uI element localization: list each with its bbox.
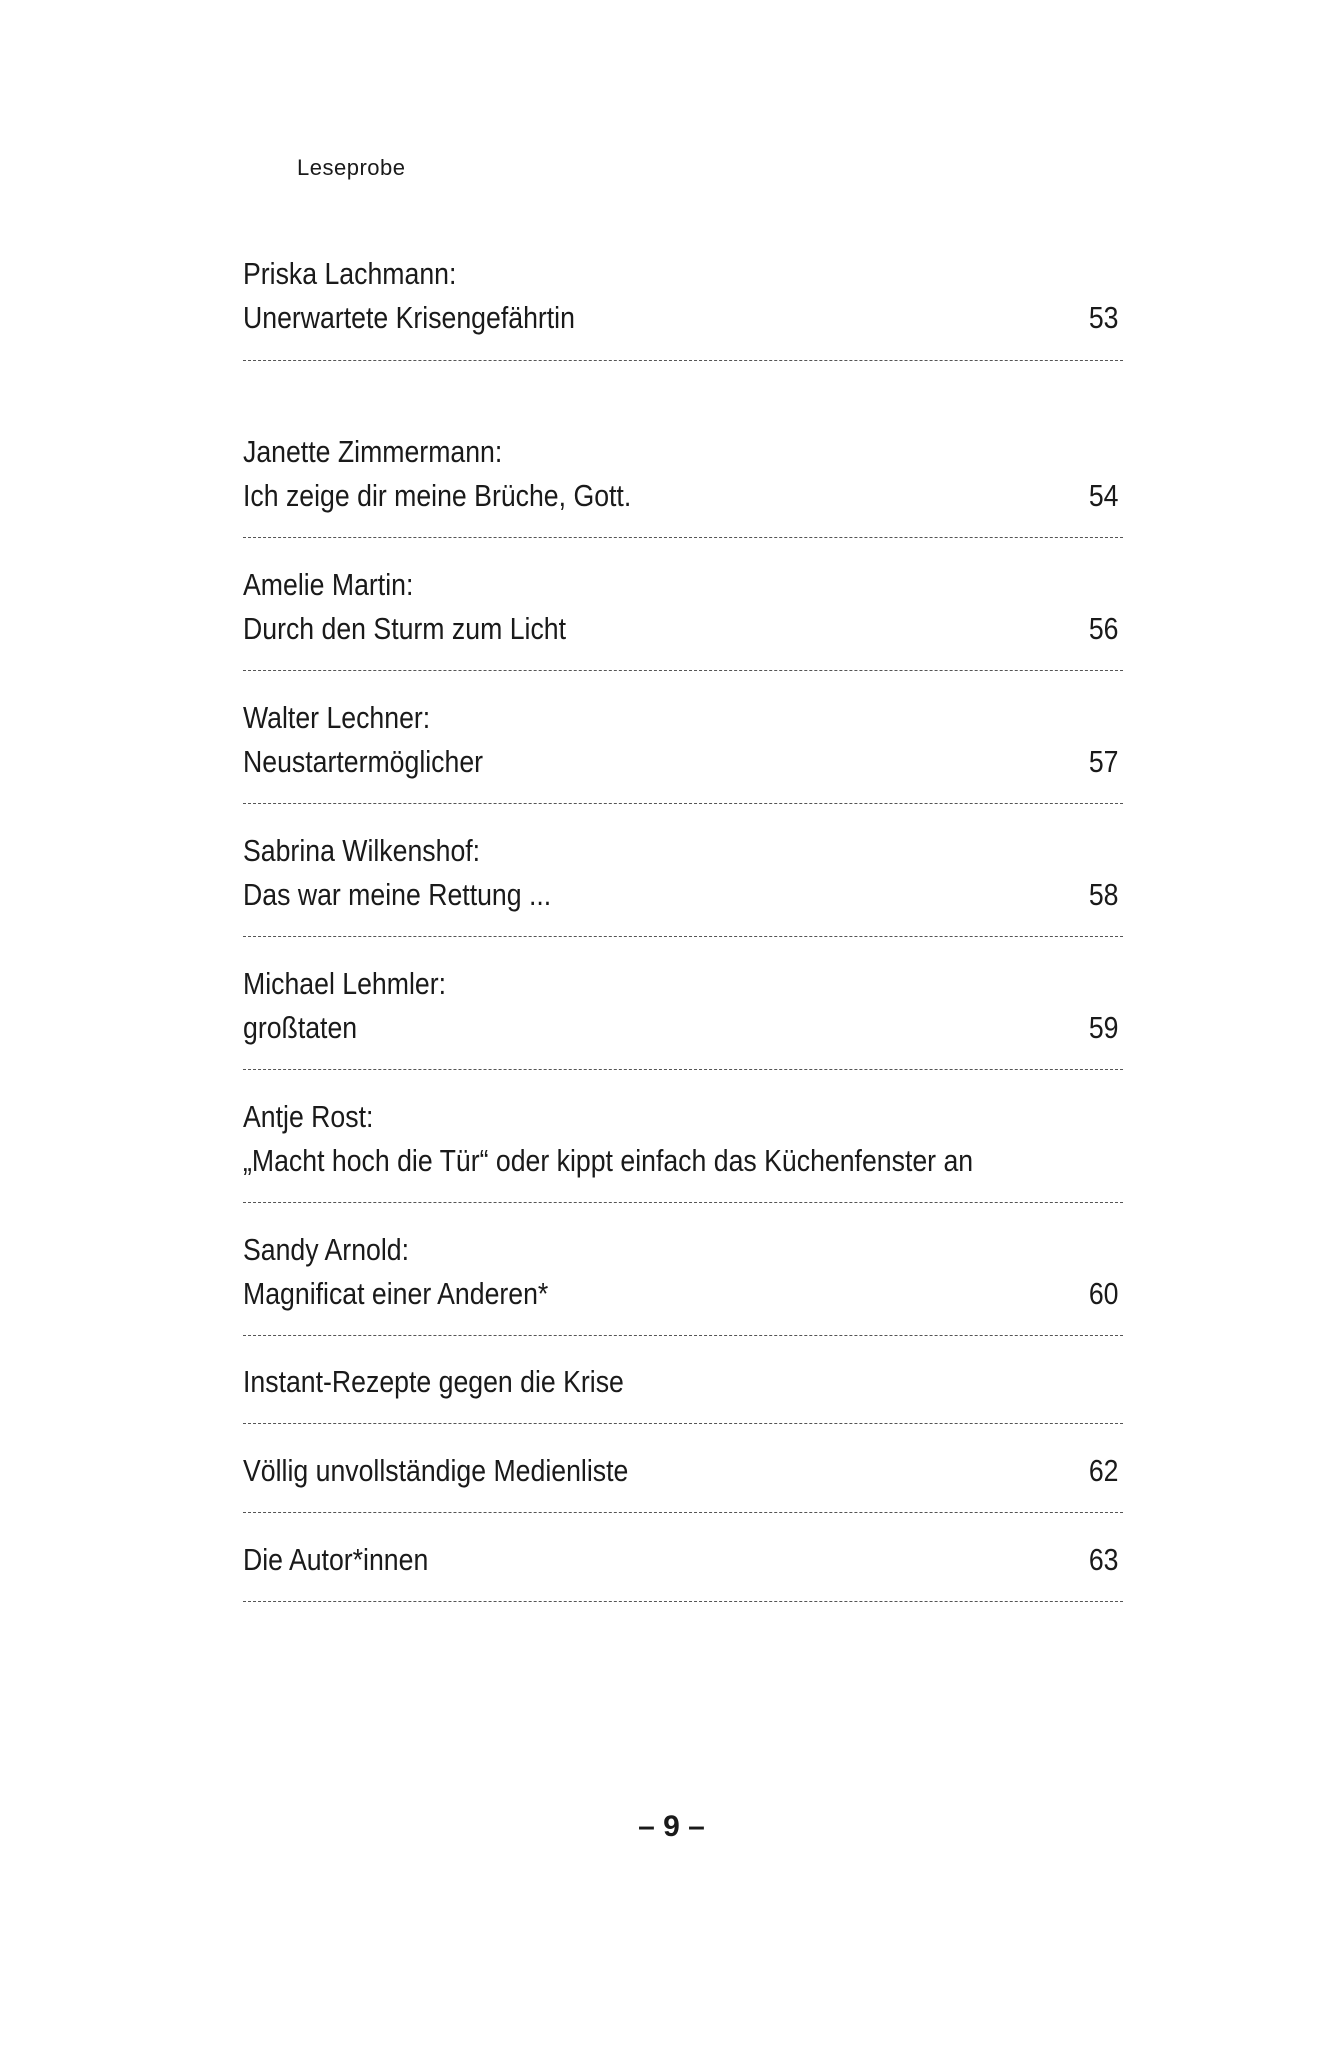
toc-title: Magnificat einer Anderen* — [243, 1276, 549, 1311]
toc-entry[interactable] — [243, 1360, 1123, 1404]
toc-page-number: 58 — [1088, 877, 1118, 912]
toc-page-number: 59 — [1088, 1010, 1118, 1045]
running-header: Leseprobe — [297, 155, 406, 180]
toc-title: Ich zeige dir meine Brüche, Gott. — [243, 478, 632, 513]
toc-page-number: 57 — [1088, 744, 1118, 779]
dashed-separator — [243, 1423, 1123, 1424]
toc-page-number: 53 — [1088, 300, 1118, 335]
toc-entry[interactable] — [243, 1538, 1123, 1582]
toc-author: Amelie Martin: — [243, 567, 414, 602]
toc-title: Unerwartete Krisengefährtin — [243, 300, 575, 335]
toc-title: großtaten — [243, 1010, 358, 1045]
toc-author: Priska Lachmann: — [243, 256, 457, 291]
toc-entry[interactable] — [243, 1228, 1123, 1316]
toc-author: Sabrina Wilkenshof: — [243, 833, 481, 868]
dashed-separator — [243, 670, 1123, 671]
toc-entry[interactable] — [243, 563, 1123, 651]
dashed-separator — [243, 1601, 1123, 1602]
dashed-separator — [243, 537, 1123, 538]
dashed-separator — [243, 360, 1123, 361]
toc-title: Das war meine Rettung ... — [243, 877, 552, 912]
toc-author: Antje Rost: — [243, 1099, 374, 1134]
toc-page-number: 62 — [1088, 1453, 1118, 1488]
toc-entry[interactable] — [243, 829, 1123, 917]
toc-title: „Macht hoch die Tür“ oder kippt einfach das Küchenfenster an — [243, 1143, 974, 1178]
dashed-separator — [243, 1512, 1123, 1513]
toc-title: Instant-Rezepte gegen die Krise — [243, 1364, 624, 1399]
toc-page-number: 63 — [1088, 1542, 1118, 1577]
dashed-separator — [243, 1335, 1123, 1336]
toc-author: Michael Lehmler: — [243, 966, 447, 1001]
toc-page-number: 56 — [1088, 611, 1118, 646]
toc-title: Die Autor*innen — [243, 1542, 429, 1577]
toc-entry[interactable] — [243, 1449, 1123, 1493]
toc-title: Neustartermöglicher — [243, 744, 484, 779]
toc-entry[interactable] — [243, 962, 1123, 1050]
toc-author: Walter Lechner: — [243, 700, 431, 735]
toc-page-number: 54 — [1088, 478, 1118, 513]
toc-entry[interactable] — [243, 1095, 1123, 1183]
toc-page-number: 60 — [1088, 1276, 1118, 1311]
toc-title: Durch den Sturm zum Licht — [243, 611, 567, 646]
toc-author: Janette Zimmermann: — [243, 434, 503, 469]
dashed-separator — [243, 1202, 1123, 1203]
page-number-footer: – 9 – — [638, 1810, 705, 1843]
dashed-separator — [243, 803, 1123, 804]
dashed-separator — [243, 936, 1123, 937]
toc-entry[interactable] — [243, 252, 1123, 340]
toc-title: Völlig unvollständige Medienliste — [243, 1453, 629, 1488]
toc-author: Sandy Arnold: — [243, 1232, 410, 1267]
dashed-separator — [243, 1069, 1123, 1070]
toc-entry[interactable] — [243, 430, 1123, 518]
toc-entry[interactable] — [243, 696, 1123, 784]
